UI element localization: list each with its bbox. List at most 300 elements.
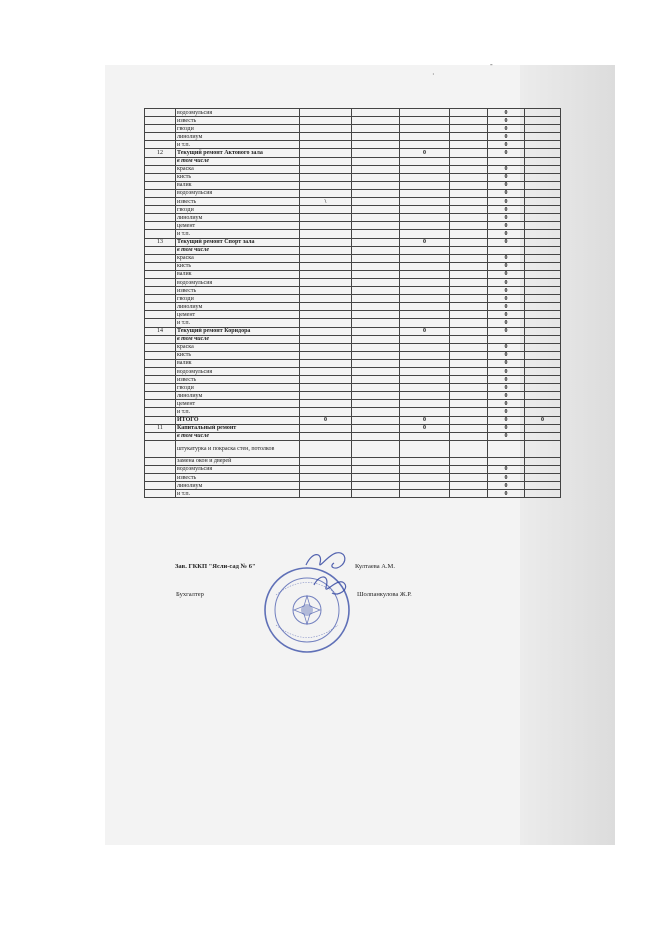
row-number — [145, 295, 176, 303]
value-cell — [300, 474, 352, 482]
value-cell — [450, 359, 488, 367]
value-cell — [450, 408, 488, 416]
value-cell — [525, 432, 561, 440]
value-cell — [525, 125, 561, 133]
value-cell — [450, 303, 488, 311]
value-cell — [450, 465, 488, 473]
value-cell — [400, 295, 450, 303]
value-cell — [300, 109, 352, 117]
row-number — [145, 335, 176, 343]
table-row — [145, 165, 561, 173]
value-cell: 0 — [488, 359, 525, 367]
value-cell — [352, 173, 400, 181]
row-label: известь — [176, 117, 300, 125]
value-cell: 0 — [488, 238, 525, 246]
value-cell — [400, 222, 450, 230]
value-cell: 0 — [488, 222, 525, 230]
table-row — [145, 117, 561, 125]
row-number — [145, 278, 176, 286]
value-cell — [300, 490, 352, 498]
row-number — [145, 133, 176, 141]
value-cell: 0 — [488, 149, 525, 157]
row-number: 13 — [145, 238, 176, 246]
value-cell — [352, 384, 400, 392]
row-label: гвозди — [176, 384, 300, 392]
value-cell — [352, 351, 400, 359]
value-cell: 0 — [488, 311, 525, 319]
value-cell — [400, 117, 450, 125]
table-row — [145, 278, 561, 286]
value-cell — [300, 278, 352, 286]
value-cell: 0 — [488, 343, 525, 351]
value-cell — [300, 432, 352, 440]
row-label: водоэмульсия — [176, 109, 300, 117]
value-cell — [300, 133, 352, 141]
value-cell — [450, 238, 488, 246]
value-cell — [450, 254, 488, 262]
value-cell — [450, 392, 488, 400]
value-cell: 0 — [488, 117, 525, 125]
table-row — [145, 295, 561, 303]
row-number — [145, 254, 176, 262]
value-cell — [525, 457, 561, 465]
value-cell: 0 — [488, 287, 525, 295]
row-label: валик — [176, 270, 300, 278]
budget-table — [144, 108, 561, 498]
row-label: водоэмульсия — [176, 278, 300, 286]
value-cell: 0 — [488, 376, 525, 384]
value-cell — [525, 490, 561, 498]
scan-speck: - — [490, 60, 493, 69]
value-cell: 0 — [488, 214, 525, 222]
table-row — [145, 125, 561, 133]
row-label: известь — [176, 376, 300, 384]
value-cell — [450, 117, 488, 125]
row-number — [145, 117, 176, 125]
value-cell: 0 — [488, 319, 525, 327]
value-cell — [400, 343, 450, 351]
value-cell — [450, 474, 488, 482]
value-cell — [352, 368, 400, 376]
value-cell — [400, 335, 450, 343]
value-cell — [525, 287, 561, 295]
value-cell — [400, 141, 450, 149]
value-cell — [352, 440, 400, 457]
table-row — [145, 311, 561, 319]
table-row — [145, 490, 561, 498]
value-cell — [400, 319, 450, 327]
value-cell — [400, 109, 450, 117]
value-cell — [450, 384, 488, 392]
value-cell — [525, 157, 561, 165]
row-label: валик — [176, 359, 300, 367]
table-row — [145, 109, 561, 117]
value-cell — [525, 189, 561, 197]
value-cell — [300, 254, 352, 262]
value-cell — [450, 424, 488, 432]
value-cell — [525, 440, 561, 457]
value-cell: 0 — [400, 416, 450, 424]
value-cell — [400, 376, 450, 384]
value-cell — [525, 368, 561, 376]
value-cell — [450, 295, 488, 303]
value-cell: 0 — [488, 125, 525, 133]
value-cell — [352, 270, 400, 278]
value-cell — [450, 133, 488, 141]
table-body — [145, 109, 561, 498]
value-cell: 0 — [300, 416, 352, 424]
value-cell — [352, 490, 400, 498]
row-label: и т.п. — [176, 319, 300, 327]
value-cell: 0 — [488, 490, 525, 498]
value-cell — [352, 157, 400, 165]
value-cell — [450, 482, 488, 490]
table-row — [145, 432, 561, 440]
value-cell — [300, 359, 352, 367]
value-cell — [400, 400, 450, 408]
table-row — [145, 222, 561, 230]
table-row — [145, 335, 561, 343]
value-cell — [400, 482, 450, 490]
value-cell — [450, 457, 488, 465]
table-row — [145, 465, 561, 473]
value-cell — [525, 117, 561, 125]
value-cell: 0 — [488, 254, 525, 262]
value-cell: 0 — [488, 189, 525, 197]
value-cell — [450, 165, 488, 173]
table-row — [145, 408, 561, 416]
row-number — [145, 189, 176, 197]
value-cell — [525, 327, 561, 335]
row-label: штукатурка и покраска стен, потолков — [176, 440, 300, 457]
row-number — [145, 246, 176, 254]
value-cell: 0 — [488, 400, 525, 408]
value-cell — [400, 392, 450, 400]
value-cell — [525, 335, 561, 343]
value-cell — [352, 246, 400, 254]
row-label: гвозди — [176, 295, 300, 303]
value-cell: 0 — [488, 295, 525, 303]
value-cell — [352, 408, 400, 416]
value-cell — [450, 376, 488, 384]
value-cell — [352, 125, 400, 133]
table-row — [145, 416, 561, 424]
value-cell — [450, 351, 488, 359]
value-cell — [352, 416, 400, 424]
value-cell — [300, 230, 352, 238]
value-cell — [352, 278, 400, 286]
value-cell — [352, 230, 400, 238]
value-cell — [525, 133, 561, 141]
row-label: краска — [176, 343, 300, 351]
value-cell: 0 — [488, 173, 525, 181]
value-cell — [400, 359, 450, 367]
value-cell — [300, 335, 352, 343]
value-cell — [400, 408, 450, 416]
value-cell — [450, 222, 488, 230]
table-row — [145, 198, 561, 206]
row-label: цемент — [176, 222, 300, 230]
table-row — [145, 359, 561, 367]
value-cell — [400, 125, 450, 133]
value-cell — [525, 181, 561, 189]
value-cell: 0 — [488, 181, 525, 189]
row-number — [145, 440, 176, 457]
value-cell — [450, 141, 488, 149]
row-number — [145, 457, 176, 465]
value-cell — [300, 270, 352, 278]
value-cell — [400, 311, 450, 319]
value-cell — [525, 262, 561, 270]
value-cell — [400, 157, 450, 165]
table-row — [145, 400, 561, 408]
value-cell: 0 — [488, 351, 525, 359]
row-label: и т.п. — [176, 408, 300, 416]
row-number — [145, 474, 176, 482]
row-number — [145, 270, 176, 278]
value-cell — [352, 311, 400, 319]
row-number — [145, 303, 176, 311]
value-cell: 0 — [488, 408, 525, 416]
value-cell — [400, 490, 450, 498]
table-row — [145, 141, 561, 149]
row-label: и т.п. — [176, 141, 300, 149]
value-cell — [300, 319, 352, 327]
value-cell: 0 — [488, 465, 525, 473]
value-cell — [400, 474, 450, 482]
value-cell — [525, 230, 561, 238]
value-cell — [525, 351, 561, 359]
value-cell — [450, 311, 488, 319]
value-cell — [300, 165, 352, 173]
row-number — [145, 165, 176, 173]
value-cell — [525, 149, 561, 157]
row-number — [145, 319, 176, 327]
value-cell — [400, 198, 450, 206]
value-cell — [300, 440, 352, 457]
row-label: линолиум — [176, 303, 300, 311]
value-cell — [488, 335, 525, 343]
value-cell — [525, 359, 561, 367]
value-cell — [352, 238, 400, 246]
value-cell — [352, 181, 400, 189]
value-cell — [400, 254, 450, 262]
value-cell — [450, 149, 488, 157]
value-cell — [525, 392, 561, 400]
row-number — [145, 376, 176, 384]
value-cell — [400, 465, 450, 473]
value-cell: 0 — [488, 303, 525, 311]
scan-speck: · — [432, 70, 435, 79]
value-cell — [525, 465, 561, 473]
row-number — [145, 416, 176, 424]
row-label: и т.п. — [176, 230, 300, 238]
value-cell — [400, 278, 450, 286]
row-number — [145, 400, 176, 408]
value-cell — [400, 189, 450, 197]
value-cell — [488, 157, 525, 165]
value-cell — [450, 319, 488, 327]
row-number — [145, 343, 176, 351]
value-cell — [352, 359, 400, 367]
value-cell — [450, 400, 488, 408]
value-cell — [300, 157, 352, 165]
value-cell — [450, 230, 488, 238]
value-cell — [300, 368, 352, 376]
value-cell: 0 — [488, 416, 525, 424]
value-cell — [352, 474, 400, 482]
value-cell — [300, 327, 352, 335]
value-cell — [352, 482, 400, 490]
value-cell — [450, 432, 488, 440]
value-cell — [525, 319, 561, 327]
row-number: 14 — [145, 327, 176, 335]
accountant-title: Бухгалтер — [176, 591, 204, 598]
row-label: кисть — [176, 173, 300, 181]
table-row — [145, 133, 561, 141]
table-row — [145, 482, 561, 490]
value-cell — [450, 173, 488, 181]
table-row — [145, 474, 561, 482]
value-cell: 0 — [488, 327, 525, 335]
row-number: 12 — [145, 149, 176, 157]
value-cell — [400, 165, 450, 173]
value-cell — [525, 206, 561, 214]
value-cell — [400, 173, 450, 181]
value-cell — [400, 351, 450, 359]
row-label: Текущий ремонт Коридора — [176, 327, 300, 335]
value-cell: 0 — [488, 109, 525, 117]
table-row — [145, 254, 561, 262]
value-cell — [400, 133, 450, 141]
row-number — [145, 392, 176, 400]
table-row — [145, 376, 561, 384]
table-row — [145, 303, 561, 311]
value-cell: 0 — [488, 141, 525, 149]
value-cell — [450, 416, 488, 424]
value-cell — [400, 214, 450, 222]
row-label: водоэмульсия — [176, 368, 300, 376]
value-cell — [400, 303, 450, 311]
row-number — [145, 214, 176, 222]
row-label: замена окон и дверей — [176, 457, 300, 465]
row-label: кисть — [176, 351, 300, 359]
value-cell: 0 — [488, 368, 525, 376]
row-label: цемент — [176, 311, 300, 319]
value-cell — [525, 198, 561, 206]
row-label: линолиум — [176, 133, 300, 141]
table-row — [145, 214, 561, 222]
table-row — [145, 149, 561, 157]
value-cell — [450, 270, 488, 278]
value-cell: 0 — [488, 270, 525, 278]
value-cell — [488, 246, 525, 254]
value-cell — [352, 214, 400, 222]
value-cell — [450, 206, 488, 214]
value-cell — [352, 133, 400, 141]
value-cell — [400, 262, 450, 270]
value-cell: 0 — [488, 424, 525, 432]
value-cell — [525, 222, 561, 230]
value-cell — [400, 270, 450, 278]
value-cell — [352, 392, 400, 400]
row-number — [145, 141, 176, 149]
row-label: Капитальный ремонт — [176, 424, 300, 432]
table-row — [145, 384, 561, 392]
row-number — [145, 490, 176, 498]
value-cell — [400, 457, 450, 465]
table-row — [145, 246, 561, 254]
value-cell: 0 — [400, 149, 450, 157]
value-cell — [525, 214, 561, 222]
table-row — [145, 287, 561, 295]
director-title: Зав. ГККП "Ясли-сад № 6" — [175, 563, 256, 570]
value-cell — [300, 384, 352, 392]
table-row — [145, 238, 561, 246]
value-cell — [450, 335, 488, 343]
value-cell — [352, 335, 400, 343]
row-label: в том числе — [176, 335, 300, 343]
value-cell — [300, 189, 352, 197]
value-cell — [525, 376, 561, 384]
value-cell — [352, 198, 400, 206]
row-label: в том числе — [176, 246, 300, 254]
value-cell — [300, 222, 352, 230]
value-cell — [300, 351, 352, 359]
value-cell — [450, 287, 488, 295]
value-cell: 0 — [488, 278, 525, 286]
value-cell — [400, 181, 450, 189]
row-label: гвозди — [176, 206, 300, 214]
value-cell: 0 — [488, 230, 525, 238]
value-cell — [352, 400, 400, 408]
value-cell — [352, 424, 400, 432]
table-row — [145, 189, 561, 197]
value-cell: 0 — [488, 384, 525, 392]
value-cell — [352, 222, 400, 230]
row-label: и т.п. — [176, 490, 300, 498]
value-cell — [352, 432, 400, 440]
value-cell — [300, 238, 352, 246]
value-cell — [300, 482, 352, 490]
value-cell — [525, 400, 561, 408]
row-label: краска — [176, 165, 300, 173]
value-cell: 0 — [400, 238, 450, 246]
row-label: линолиум — [176, 392, 300, 400]
value-cell — [525, 384, 561, 392]
row-number — [145, 408, 176, 416]
row-number — [145, 206, 176, 214]
value-cell — [300, 125, 352, 133]
value-cell: 0 — [400, 424, 450, 432]
value-cell — [450, 327, 488, 335]
value-cell: 0 — [488, 262, 525, 270]
value-cell — [352, 327, 400, 335]
value-cell — [300, 376, 352, 384]
value-cell — [525, 482, 561, 490]
row-label: гвозди — [176, 125, 300, 133]
row-label: известь — [176, 474, 300, 482]
row-number — [145, 222, 176, 230]
value-cell: 0 — [488, 474, 525, 482]
value-cell — [352, 149, 400, 157]
value-cell: 0 — [488, 165, 525, 173]
row-label: валик — [176, 181, 300, 189]
table-row — [145, 181, 561, 189]
value-cell: 0 — [488, 392, 525, 400]
row-label: в том числе — [176, 157, 300, 165]
accountant-name: Шолпанкулова Ж.Р. — [357, 591, 412, 598]
